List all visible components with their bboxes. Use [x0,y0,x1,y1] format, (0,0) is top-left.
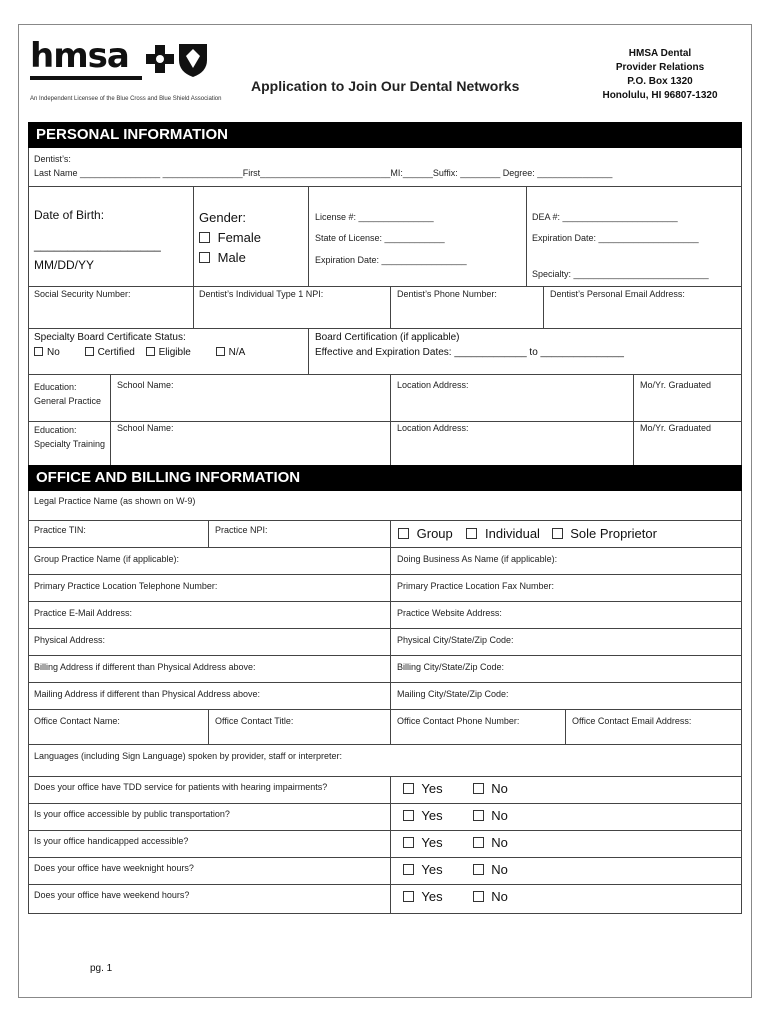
practice-email-field[interactable]: Practice E-Mail Address: [34,608,133,618]
specialty-field[interactable]: Specialty: ___________________________ [532,269,709,279]
dob-label: Date of Birth: [34,208,105,222]
yes-label: Yes [421,808,443,823]
state-of-license-field[interactable]: State of License: ____________ [315,233,445,243]
question-weekend: Does your office have weekend hours? [34,890,190,900]
entity-type-options [398,526,657,541]
primary-phone-field[interactable]: Primary Practice Location Telephone Number: [34,581,218,591]
edu-specialty-label: Education: Specialty Training [34,425,106,449]
tdd-answer [403,781,508,796]
gender-label: Gender: [199,210,246,225]
board-option-certified[interactable] [85,347,135,358]
dea-expiration-field[interactable]: Expiration Date: ____________________ [532,233,699,243]
checkbox[interactable] [199,232,210,243]
logo-underline [30,76,142,80]
checkbox[interactable] [473,810,484,821]
no-label: No [491,808,508,823]
gender-female-option[interactable] [199,230,261,245]
transport-no[interactable] [473,808,508,823]
board-dates-field[interactable]: Effective and Expiration Dates: _____________ to _______________ [315,347,624,358]
practice-tin-field[interactable]: Practice TIN: [34,525,86,535]
practice-website-field[interactable]: Practice Website Address: [397,608,502,618]
address-line: Provider Relations [615,62,705,73]
option-label: Certified [97,347,135,358]
entity-option-sole-proprietor[interactable] [552,526,657,541]
no-label: No [491,862,508,877]
physical-city-field[interactable]: Physical City/State/Zip Code: [397,635,514,645]
option-label: N/A [228,347,246,358]
general-graduated-field[interactable]: Mo/Yr. Graduated [640,380,712,390]
board-cert-label: Board Certification (if applicable) [315,332,460,343]
dentist-phone-field[interactable]: Dentist’s Phone Number: [397,289,497,299]
billing-address-field[interactable]: Billing Address if different than Physical Address above: [34,662,256,672]
transport-yes[interactable] [403,808,443,823]
checkbox[interactable] [403,891,414,902]
address-line: HMSA Dental [628,48,692,59]
checkbox[interactable] [403,837,414,848]
individual-npi-field[interactable]: Dentist’s Individual Type 1 NPI: [199,289,324,299]
license-number-field[interactable]: License #: _______________ [315,212,434,222]
checkbox[interactable] [34,347,43,356]
hmsa-logo [30,36,130,80]
primary-fax-field[interactable]: Primary Practice Location Fax Number: [397,581,555,591]
no-label: No [491,889,508,904]
group-practice-name-field[interactable]: Group Practice Name (if applicable): [34,554,180,564]
gender-male-label: Male [217,250,246,265]
checkbox[interactable] [398,528,409,539]
specialty-graduated-field[interactable]: Mo/Yr. Graduated [640,423,712,433]
entity-option-group[interactable] [398,526,453,541]
specialty-school-field[interactable]: School Name: [117,423,174,433]
dob-field[interactable]: ___________________ [34,238,161,252]
board-option-eligible[interactable] [146,347,191,358]
transport-answer [403,808,508,823]
office-contact-email-field[interactable]: Office Contact Email Address: [572,716,692,726]
address-line: P.O. Box 1320 [627,76,693,87]
dentist-email-field[interactable]: Dentist’s Personal Email Address: [550,289,685,299]
board-option-no[interactable] [34,347,60,358]
dentist-name-field[interactable]: Last Name ________________ ________________First__________________________MI:______Suffix: ________ Degree: _______________ [34,168,613,178]
dentists-label: Dentist’s: [34,154,71,164]
dba-name-field[interactable]: Doing Business As Name (if applicable): [397,554,558,564]
checkbox[interactable] [473,783,484,794]
physical-address-field[interactable]: Physical Address: [34,635,106,645]
section-header-office: OFFICE AND BILLING INFORMATION [28,465,742,491]
weekend-answer [403,889,508,904]
gender-male-option[interactable] [199,250,246,265]
section-header-personal: PERSONAL INFORMATION [28,122,742,148]
yes-label: Yes [421,889,443,904]
yes-label: Yes [421,862,443,877]
legal-practice-name-field[interactable]: Legal Practice Name (as shown on W-9) [34,496,196,506]
weeknight-yes[interactable] [403,862,443,877]
checkbox[interactable] [473,891,484,902]
blue-cross-icon [145,44,175,74]
option-label: Group [416,526,453,541]
tdd-yes[interactable] [403,781,443,796]
yes-label: Yes [421,781,443,796]
checkbox[interactable] [85,347,94,356]
checkbox[interactable] [146,347,155,356]
checkbox[interactable] [473,864,484,875]
checkbox[interactable] [473,837,484,848]
billing-city-field[interactable]: Billing City/State/Zip Code: [397,662,505,672]
general-location-field[interactable]: Location Address: [397,380,469,390]
weekend-yes[interactable] [403,889,443,904]
general-school-field[interactable]: School Name: [117,380,174,390]
question-weeknight: Does your office have weeknight hours? [34,863,194,873]
yes-label: Yes [421,835,443,850]
practice-npi-field[interactable]: Practice NPI: [215,525,268,535]
gender-female-label: Female [217,230,261,245]
specialty-location-field[interactable]: Location Address: [397,423,469,433]
option-label: Individual [485,526,540,541]
dob-format-hint: MM/DD/YY [34,258,94,272]
checkbox[interactable] [216,347,225,356]
office-contact-name-field[interactable]: Office Contact Name: [34,716,120,726]
mailing-city-field[interactable]: Mailing City/State/Zip Code: [397,689,509,699]
board-option-na[interactable] [216,347,246,358]
board-status-label: Specialty Board Certificate Status: [34,332,186,343]
mailing-address-field[interactable]: Mailing Address if different than Physical Address above: [34,689,260,699]
blue-shield-icon [177,42,209,78]
checkbox[interactable] [403,783,414,794]
address-line: Honolulu, HI 96807-1320 [602,90,718,101]
logo-wordmark: hmsa [30,36,129,76]
mailing-address [590,47,730,103]
office-contact-title-field[interactable]: Office Contact Title: [215,716,294,726]
checkbox[interactable] [403,810,414,821]
handicapped-yes[interactable] [403,835,443,850]
page-title: Application to Join Our Dental Networks [251,78,520,94]
weeknight-no[interactable] [473,862,508,877]
ssn-field[interactable]: Social Security Number: [34,289,131,299]
weekend-no[interactable] [473,889,508,904]
dea-number-field[interactable]: DEA #: _______________________ [532,212,678,222]
handicapped-no[interactable] [473,835,508,850]
option-label: Eligible [158,347,191,358]
checkbox[interactable] [466,528,477,539]
checkbox[interactable] [199,252,210,263]
edu-general-label: Education: General Practice [34,382,102,406]
office-contact-phone-field[interactable]: Office Contact Phone Number: [397,716,520,726]
no-label: No [491,835,508,850]
option-label: No [47,347,60,358]
checkbox[interactable] [552,528,563,539]
entity-option-individual[interactable] [466,526,540,541]
checkbox[interactable] [403,864,414,875]
handicapped-answer [403,835,508,850]
question-handicapped: Is your office handicapped accessible? [34,836,189,846]
question-transport: Is your office accessible by public transportation? [34,809,230,819]
question-tdd: Does your office have TDD service for patients with hearing impairments? [34,782,328,792]
weeknight-answer [403,862,508,877]
languages-field[interactable]: Languages (including Sign Language) spoken by provider, staff or interpreter: [34,751,343,761]
page-number: pg. 1 [90,963,113,974]
board-status-options [34,347,245,358]
logo-tagline: An Independent Licensee of the Blue Cross and Blue Shield Association [30,96,222,102]
no-label: No [491,781,508,796]
tdd-no[interactable] [473,781,508,796]
option-label: Sole Proprietor [570,526,657,541]
license-expiration-field[interactable]: Expiration Date: _________________ [315,255,467,265]
